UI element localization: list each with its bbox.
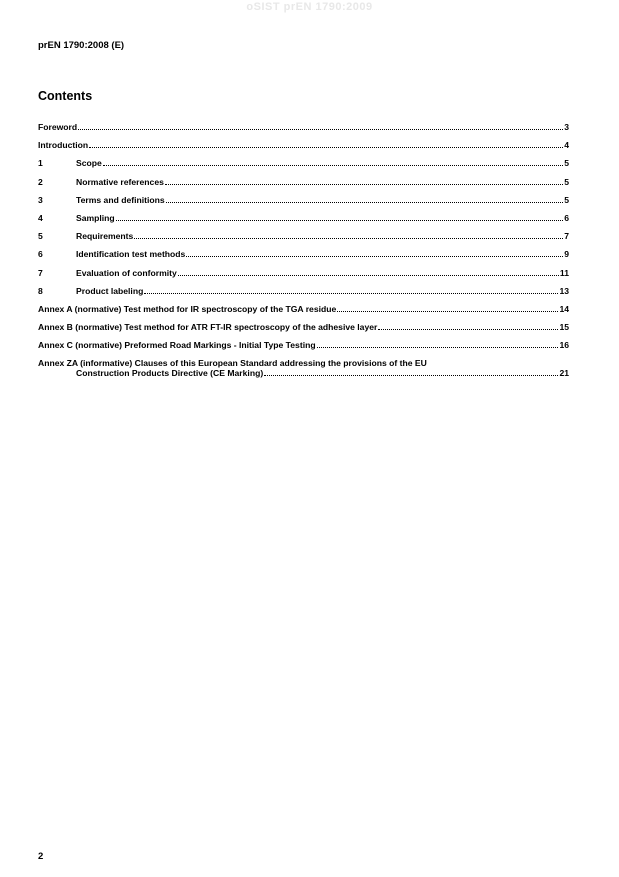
watermark: oSIST prEN 1790:2009 xyxy=(246,1,373,13)
dot-leader xyxy=(178,275,559,276)
toc-title: Terms and definitions xyxy=(76,194,165,205)
toc-entry-annex-b[interactable] xyxy=(38,322,569,333)
toc-entry-annex-a[interactable] xyxy=(38,304,569,315)
toc-entry-terms-and-definitions[interactable] xyxy=(38,195,569,206)
toc-title: Annex B (normative) Test method for ATR FT-IR spectroscopy of the adhesive layer xyxy=(38,322,378,333)
dot-leader xyxy=(116,220,564,221)
toc-page: 5 xyxy=(564,194,569,205)
dot-leader xyxy=(378,329,558,330)
toc-entry-annex-c[interactable] xyxy=(38,340,569,351)
toc-page: 9 xyxy=(564,249,569,260)
toc-title: Foreword xyxy=(38,122,78,132)
dot-leader xyxy=(78,129,563,130)
toc-page: 3 xyxy=(564,122,569,132)
toc-page: 7 xyxy=(564,231,569,242)
toc-entry-normative-references[interactable] xyxy=(38,177,569,188)
page-number: 2 xyxy=(38,851,44,862)
toc-page: 4 xyxy=(564,140,569,151)
table-of-contents xyxy=(38,122,569,385)
toc-title: Evaluation of conformity xyxy=(76,267,177,278)
toc-number: 5 xyxy=(38,231,43,242)
toc-title: Identification test methods xyxy=(76,249,186,260)
dot-leader xyxy=(337,311,558,312)
toc-page: 21 xyxy=(559,368,569,379)
toc-number: 1 xyxy=(38,158,43,169)
toc-title: Sampling xyxy=(76,212,115,223)
toc-title-line1: Annex ZA (informative) Clauses of this European Standard addressing the provisions of the EU xyxy=(38,358,427,369)
dot-leader xyxy=(89,147,563,148)
toc-title: Annex A (normative) Test method for IR spectroscopy of the TGA residue xyxy=(38,303,337,314)
toc-page: 5 xyxy=(564,158,569,169)
dot-leader xyxy=(165,184,563,185)
dot-leader xyxy=(166,202,564,203)
toc-number: 3 xyxy=(38,194,43,205)
toc-page: 5 xyxy=(564,176,569,187)
toc-entry-requirements[interactable] xyxy=(38,231,569,242)
toc-entry-foreword[interactable] xyxy=(38,122,569,133)
toc-number: 8 xyxy=(38,285,43,296)
toc-page: 15 xyxy=(559,322,569,333)
toc-title-line2-row xyxy=(38,368,569,378)
toc-entry-introduction[interactable] xyxy=(38,140,569,151)
toc-number: 6 xyxy=(38,249,43,260)
toc-entry-identification-test-methods[interactable] xyxy=(38,249,569,260)
toc-entry-scope[interactable] xyxy=(38,158,569,169)
dot-leader xyxy=(144,293,558,294)
toc-page: 11 xyxy=(559,267,569,278)
toc-title: Requirements xyxy=(76,231,134,242)
dot-leader xyxy=(134,238,563,239)
toc-title: Introduction xyxy=(38,140,89,151)
dot-leader xyxy=(103,165,563,166)
dot-leader xyxy=(264,375,558,376)
toc-number: 4 xyxy=(38,212,43,223)
toc-entry-annex-za[interactable] xyxy=(38,358,569,378)
toc-title-line2: Construction Products Directive (CE Marking) xyxy=(76,368,264,379)
toc-title: Annex C (normative) Preformed Road Markings - Initial Type Testing xyxy=(38,340,316,351)
toc-title: Scope xyxy=(76,158,102,169)
toc-page: 13 xyxy=(559,285,569,296)
toc-page: 14 xyxy=(559,303,569,314)
toc-number: 2 xyxy=(38,176,43,187)
toc-title: Product labeling xyxy=(76,285,144,296)
toc-entry-product-labeling[interactable] xyxy=(38,286,569,297)
contents-heading: Contents xyxy=(38,89,93,103)
toc-page: 6 xyxy=(564,212,569,223)
toc-title: Normative references xyxy=(76,176,164,187)
toc-entry-evaluation-of-conformity[interactable] xyxy=(38,268,569,279)
toc-page: 16 xyxy=(559,340,569,351)
toc-entry-sampling[interactable] xyxy=(38,213,569,224)
dot-leader xyxy=(186,256,563,257)
toc-number: 7 xyxy=(38,267,43,278)
dot-leader xyxy=(317,347,559,348)
document-code: prEN 1790:2008 (E) xyxy=(38,40,125,51)
